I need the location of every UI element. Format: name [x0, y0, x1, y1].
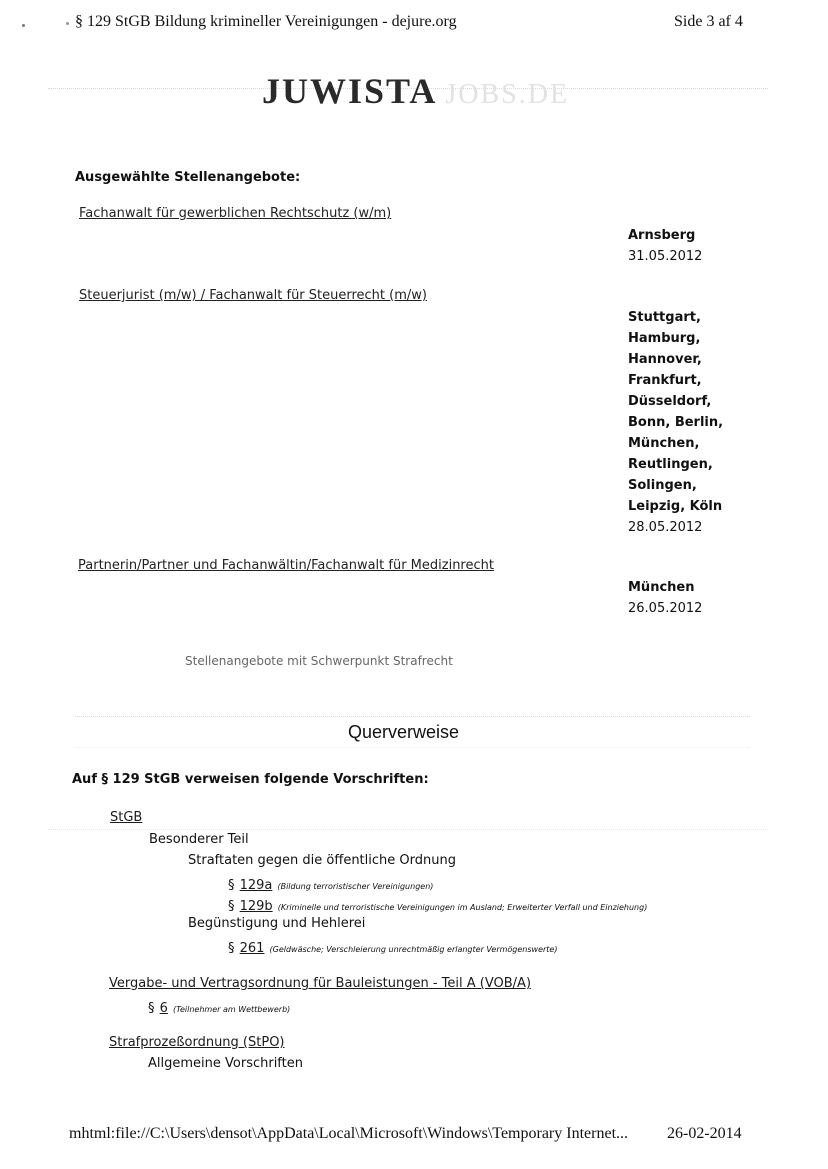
job-location: Solingen,: [628, 478, 697, 493]
job-link-1[interactable]: Fachanwalt für gewerblichen Rechtschutz (w/m): [79, 206, 392, 221]
jobs-heading: Ausgewählte Stellenangebote:: [75, 170, 301, 185]
ref-6-link[interactable]: 6: [159, 1001, 168, 1016]
ref-129a: [228, 874, 433, 893]
ref-129b-link[interactable]: 129b: [239, 899, 273, 914]
tree-section-label: Begünstigung und Hehlerei: [188, 916, 366, 931]
job-location: Hamburg,: [628, 331, 701, 346]
tree-part-label: Allgemeine Vorschriften: [148, 1056, 303, 1071]
paragraph-sign: §: [228, 941, 235, 956]
querverweise-heading: Querverweise: [348, 722, 460, 742]
vob-link[interactable]: Vergabe- und Vertragsordnung für Bauleistungen - Teil A (VOB/A): [109, 976, 532, 991]
paragraph-sign: §: [228, 899, 235, 914]
paragraph-sign: §: [228, 878, 235, 893]
job-date: 28.05.2012: [628, 520, 703, 535]
job-location: München: [628, 580, 695, 595]
job-location: Stuttgart,: [628, 310, 701, 325]
job-link-3[interactable]: Partnerin/Partner und Fachanwältin/Fachanwalt für Medizinrecht: [78, 558, 494, 573]
ref-129b-note: (Kriminelle und terroristische Vereinigungen im Ausland; Erweiterter Verfall und Einziehung): [277, 903, 648, 912]
print-header-title: § 129 StGB Bildung krimineller Vereinigungen - dejure.org: [75, 13, 457, 30]
ref-129b: [228, 895, 647, 914]
section-rule-top: [75, 716, 750, 717]
ref-6-note: (Teilnehmer am Wettbewerb): [172, 1005, 291, 1014]
print-header-page: Side 3 af 4: [674, 13, 743, 30]
section-rule-bottom: [75, 747, 750, 748]
job-location: München,: [628, 436, 700, 451]
job-location: Leipzig, Köln: [628, 499, 723, 514]
stgb-link[interactable]: StGB: [110, 810, 143, 825]
job-date: 26.05.2012: [628, 601, 703, 616]
margin-mark: [66, 22, 69, 25]
stgb-rule: [48, 829, 768, 830]
more-jobs-link[interactable]: Stellenangebote mit Schwerpunkt Strafrecht: [185, 654, 453, 668]
job-meta-1: [628, 225, 702, 267]
job-location: Frankfurt,: [628, 373, 702, 388]
job-location: Hannover,: [628, 352, 702, 367]
job-location: Bonn, Berlin,: [628, 415, 724, 430]
tree-part-label: Besonderer Teil: [149, 832, 249, 847]
ref-261-link[interactable]: 261: [239, 941, 265, 956]
job-location: Reutlingen,: [628, 457, 713, 472]
tree-section-label: Straftaten gegen die öffentliche Ordnung: [188, 853, 456, 868]
ref-129a-link[interactable]: 129a: [239, 878, 273, 893]
job-location: Arnsberg: [628, 228, 696, 243]
job-meta-3: [628, 577, 702, 619]
job-location: Düsseldorf,: [628, 394, 712, 409]
logo-faded-text: JOBS.DE: [445, 79, 570, 110]
margin-mark: [22, 24, 25, 27]
paragraph-sign: §: [148, 1001, 155, 1016]
querverweise-intro: Auf § 129 StGB verweisen folgende Vorschriften:: [72, 772, 429, 787]
ref-129a-note: (Bildung terroristischer Vereinigungen): [277, 882, 434, 891]
logo-main-text: JUWISTA: [262, 71, 438, 111]
ref-261-note: (Geldwäsche; Verschleierung unrechtmäßig erlangter Vermögenswerte): [269, 945, 558, 954]
job-meta-2: [628, 307, 723, 538]
print-footer-date: 26-02-2014: [667, 1125, 742, 1142]
job-link-2[interactable]: Steuerjurist (m/w) / Fachanwalt für Steuerrecht (m/w): [79, 288, 427, 303]
ref-261: [228, 937, 557, 956]
ref-6: [148, 997, 290, 1016]
juwista-logo[interactable]: [262, 70, 569, 120]
job-date: 31.05.2012: [628, 249, 703, 264]
stpo-link[interactable]: Strafprozeßordnung (StPO): [109, 1035, 285, 1050]
print-footer-path: mhtml:file://C:\Users\densot\AppData\Local\Microsoft\Windows\Temporary Internet...: [69, 1125, 629, 1142]
